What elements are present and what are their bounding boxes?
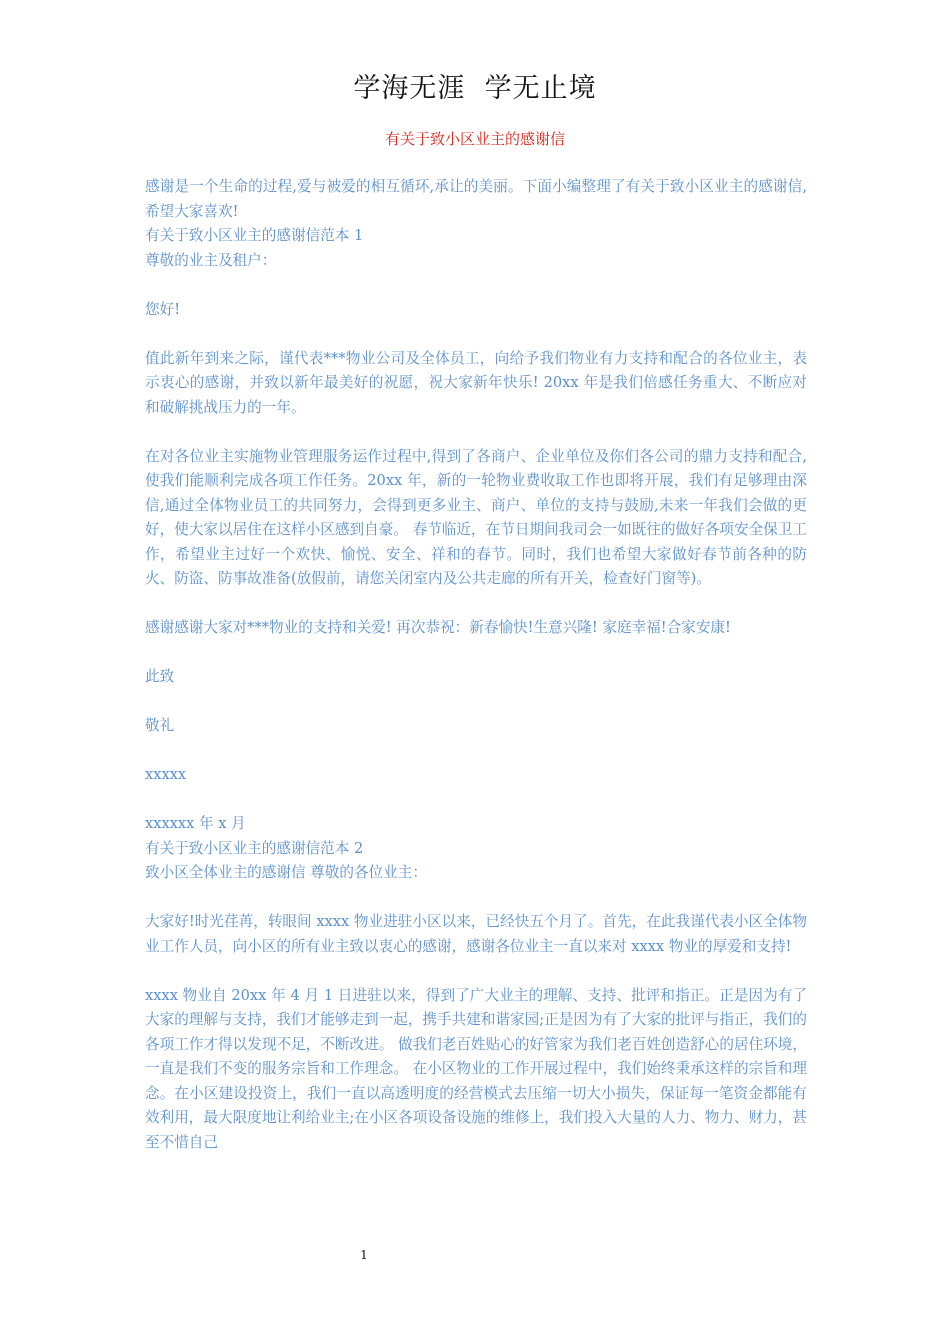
- sample-2-heading: 有关于致小区业主的感谢信范本 2: [145, 839, 364, 857]
- closing-line: 此致: [145, 668, 175, 685]
- page-number: 1: [360, 1248, 368, 1262]
- letter-paragraph: 值此新年到来之际，谨代表***物业公司及全体员工，向给予我们物业有力支持和配合的各位业主，表示衷心的感谢，并致以新年最美好的祝愿，祝大家新年快乐! 20xx 年是我们倍感任务重大、不断应对和破解挑战压力的一年。: [145, 349, 807, 416]
- letter-paragraph: 在对各位业主实施物业管理服务运作过程中,得到了各商户、企业单位及你们各公司的鼎力支持和配合,使我们能顺利完成各项工作任务。20xx 年，新的一轮物业费收取工作也即将开展，我们有足够理由深信,通过全体物业员工的共同努力，会得到更多业主、商户、单位的支持与鼓励,未来一年我们会做的更好，使大家以居住在这样小区感到自豪。 春节临近，在节日期间我司会一如既往的做好各项安全保卫工作，希望业主过好一个欢快、愉悦、安全、祥和的春节。同时，我们也希望大家做好春节前各种的防火、防盗、防事故准备(放假前，请您关闭室内及公共走廊的所有开关，检查好门窗等)。: [145, 447, 807, 587]
- signature: xxxxx: [145, 766, 187, 783]
- salutation: 尊敬的业主及租户：: [145, 251, 277, 269]
- sample-1-heading: 有关于致小区业主的感谢信范本 1: [145, 227, 364, 244]
- date-line: xxxxxx 年 x 月: [145, 815, 246, 832]
- intro-paragraph: 感谢是一个生命的过程,爱与被爱的相互循环,承让的美丽。下面小编整理了有关于致小区业主的感谢信,希望大家喜欢!: [145, 178, 807, 220]
- document-body: [145, 175, 807, 1155]
- document-title: 有关于致小区业主的感谢信: [384, 130, 565, 148]
- closing-regards: 敬礼: [145, 717, 175, 734]
- letter-paragraph: xxxx 物业自 20xx 年 4 月 1 日进驻以来，得到了广大业主的理解、支持、批评和指正。正是因为有了大家的理解与支持，我们才能够走到一起，携手共建和谐家园;正是因为有了大家的批评与指正，我们的各项工作才得以发现不足，不断改进。 做我们老百姓贴心的好管家为我们老百姓创造舒心的居住环境，一直是我们不变的服务宗旨和工作理念。 在小区物业的工作开展过程中，我们始终秉承这样的宗旨和理念。在小区建设投资上，我们一直以高透明度的经营模式去压缩一切大小损失，保证每一笔资金都能有效利用，最大限度地让利给业主;在小区各项设备设施的维修上，我们投入大量的人力、物力、财力，甚至不惜自己: [145, 986, 807, 1151]
- salutation: 致小区全体业主的感谢信 尊敬的各位业主：: [145, 864, 427, 881]
- letter-paragraph: 感谢感谢大家对***物业的支持和关爱! 再次恭祝：新春愉快!生意兴隆! 家庭幸福!合家安康!: [145, 619, 731, 636]
- greeting: 您好!: [145, 300, 181, 318]
- letter-paragraph: 大家好!时光荏苒，转眼间 xxxx 物业进驻小区以来，已经快五个月了。首先，在此我谨代表小区全体物业工作人员，向小区的所有业主致以衷心的感谢，感谢各位业主一直以来对 xxxx 物业的厚爱和支持!: [145, 913, 807, 955]
- page-header-title: 学海无涯 学无止境: [353, 73, 597, 104]
